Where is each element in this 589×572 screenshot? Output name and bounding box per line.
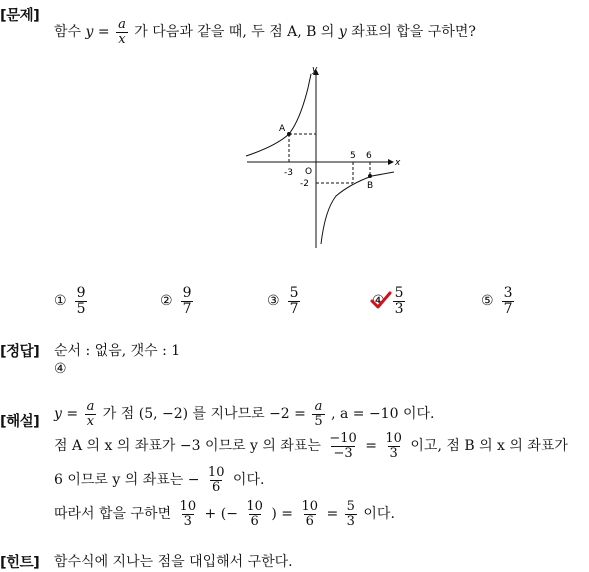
- problem-eq: =: [97, 24, 110, 41]
- sol-l1-text2: , a = −10 이다.: [331, 406, 435, 423]
- sol-l4-eq: =: [326, 506, 339, 523]
- sol-l1-text: 가 점 (5, −2) 를 지나므로 −2 =: [102, 406, 306, 423]
- point-b-label: B: [367, 181, 374, 191]
- tick-6: 6: [366, 151, 372, 161]
- answer-line1: 순서 : 없음, 갯수 : 1: [54, 343, 181, 359]
- point-a-label: A: [279, 124, 286, 134]
- sol-l4-n3: 10: [301, 499, 319, 514]
- sol-l2-num1: −10: [329, 431, 357, 446]
- choice-1[interactable]: [54, 286, 89, 316]
- problem-tag: [문제]: [0, 8, 40, 24]
- hint-text: 함수식에 지나는 점을 대입해서 구한다.: [54, 554, 293, 570]
- problem-var-y: y: [338, 24, 347, 41]
- choice-4-den: 3: [394, 300, 404, 317]
- choice-5-fraction: [502, 286, 515, 316]
- choice-5-den: 7: [503, 300, 513, 317]
- sol-l3-den: 6: [212, 479, 221, 495]
- sol-l2-den1: −3: [333, 445, 353, 461]
- sol-l1-den2: 5: [314, 413, 323, 429]
- sol-l4-text1: 따라서 합을 구하면: [54, 506, 172, 523]
- choice-4[interactable]: [372, 286, 407, 316]
- tick-neg3: -3: [284, 168, 293, 178]
- sol-l4-d2: 6: [250, 513, 259, 529]
- sol-l1-eq: =: [66, 406, 79, 423]
- sol-l4-n1: 10: [179, 499, 197, 514]
- sol-l4-frac3: [299, 500, 320, 528]
- choice-3[interactable]: [267, 286, 302, 316]
- problem-text-prefix: 함수: [54, 24, 82, 41]
- sol-l1-frac1: [85, 400, 97, 428]
- choice-1-num: 9: [76, 285, 86, 301]
- sol-l4-plus: + (−: [204, 506, 238, 523]
- sol-l4-d4: 3: [346, 513, 355, 529]
- choice-3-fraction: [288, 286, 301, 316]
- answer-tag: [정답]: [0, 344, 40, 360]
- problem-frac-num: a: [118, 17, 126, 32]
- tick-5: 5: [350, 151, 356, 161]
- problem-frac-den: x: [118, 31, 126, 47]
- y-axis-label: y: [312, 65, 318, 75]
- solution-line1: [54, 400, 434, 428]
- choice-3-den: 7: [289, 300, 299, 317]
- choice-5-num: 3: [503, 285, 513, 301]
- sol-l2-den2: 3: [389, 445, 398, 461]
- curve-upper-left: [246, 74, 311, 156]
- sol-l4-d1: 3: [183, 513, 192, 529]
- choice-2-fraction: [181, 286, 194, 316]
- sol-l4-frac1: [178, 500, 199, 528]
- choice-2-marker: ②: [160, 293, 173, 310]
- sol-l3-text2: 이다.: [232, 472, 265, 489]
- sol-l2-frac2: [383, 432, 404, 460]
- sol-l3-frac: [206, 466, 227, 494]
- sol-l3-num: 10: [207, 465, 225, 480]
- sol-l4-end: 이다.: [363, 506, 395, 523]
- choice-3-num: 5: [289, 285, 299, 301]
- choice-4-num: 5: [394, 285, 404, 301]
- point-b-dot: [368, 174, 372, 178]
- choice-1-marker: ①: [54, 293, 67, 310]
- choice-3-marker: ③: [267, 293, 280, 310]
- sol-l4-close: ) =: [271, 506, 294, 523]
- solution-line4: [54, 500, 395, 528]
- choice-4-marker: ④: [372, 293, 385, 310]
- solution-tag: [해설]: [0, 414, 40, 430]
- choice-5[interactable]: [481, 286, 516, 316]
- choice-4-marker-wrap: [372, 293, 385, 309]
- choice-2-den: 7: [182, 300, 192, 317]
- choice-1-den: 5: [76, 300, 86, 317]
- answer-line2: ④: [54, 361, 67, 377]
- sol-l2-eq: =: [365, 438, 377, 455]
- problem-fraction: [116, 18, 128, 46]
- sol-l4-frac4: [345, 500, 357, 528]
- problem-statement: [54, 18, 476, 46]
- sol-l4-n4: 5: [346, 499, 355, 514]
- choice-2-num: 9: [182, 285, 192, 301]
- sol-l4-d3: 6: [305, 513, 314, 529]
- sol-l4-frac2: [244, 500, 265, 528]
- problem-text-end: 좌표의 합을 구하면?: [351, 24, 476, 41]
- check-mark-icon: [370, 291, 392, 309]
- tick-neg2: -2: [300, 179, 309, 189]
- choice-5-marker: ⑤: [481, 293, 494, 310]
- sol-l1-y: y: [54, 406, 62, 423]
- hint-tag: [힌트]: [0, 555, 40, 571]
- point-a-dot: [287, 132, 291, 136]
- problem-func-y: y: [85, 24, 94, 41]
- sol-l1-frac2: [312, 400, 324, 428]
- curve-lower-right: [321, 172, 394, 244]
- sol-l2-text2: 이고, 점 B 의 x 의 좌표가: [410, 438, 568, 455]
- x-axis-label: x: [395, 158, 401, 168]
- sol-l2-frac1: [327, 432, 358, 460]
- sol-l4-n2: 10: [246, 499, 263, 514]
- sol-l3-text1: 6 이므로 y 의 좌표는 −: [54, 472, 200, 489]
- sol-l1-den: x: [86, 413, 95, 429]
- choice-4-fraction: [393, 286, 406, 316]
- sol-l1-num: a: [86, 399, 95, 414]
- choice-1-fraction: [75, 286, 88, 316]
- origin-label: O: [305, 167, 313, 177]
- sol-l1-num2: a: [314, 399, 323, 414]
- solution-line2: [54, 432, 568, 460]
- sol-l2-text1: 점 A 의 x 의 좌표가 −3 이므로 y 의 좌표는: [54, 438, 321, 455]
- sol-l2-num2: 10: [385, 431, 402, 446]
- solution-line3: [54, 466, 264, 494]
- choice-2[interactable]: [160, 286, 195, 316]
- problem-text-suffix: 가 다음과 같을 때, 두 점 A, B 의: [134, 24, 335, 41]
